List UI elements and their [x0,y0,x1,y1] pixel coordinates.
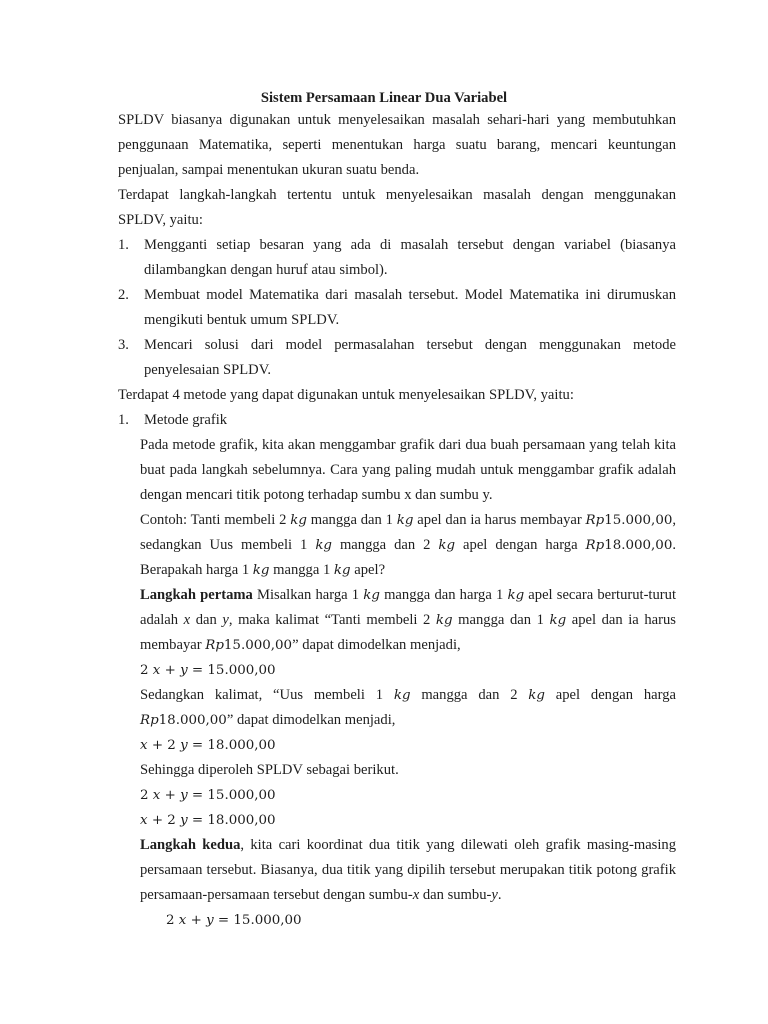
method-1-content [118,433,676,933]
equation-3: 2 x + y = 15.000,00 [166,913,302,928]
list-item-step-3: 3. Mencari solusi dari model permasalahan tersebut dengan menggunakan metode penyelesaian SPLDV. [118,337,676,378]
list-item-step-2: 2. Membuat model Matematika dari masalah tersebut. Model Matematika ini dirumuskan mengikuti bentuk umum SPLDV. [118,287,676,328]
system-equation-2: x + 2 y = 18.000,00 [140,813,276,828]
example-paragraph: Contoh: Tanti membeli 2 kg mangga dan 1 kg apel dan ia harus membayar Rp15.000,00, sedangkan Uus membeli 1 kg mangga dan 2 kg apel dengan harga Rp18.000,00. Berapakah harga 1 kg mangga 1 kg apel? [140,512,677,578]
document-title: Sistem Persamaan Linear Dua Variabel [260,90,508,106]
equation-1: 2 x + y = 15.000,00 [140,663,276,678]
methods-intro-paragraph: Terdapat 4 metode yang dapat digunakan untuk menyelesaikan SPLDV, yaitu: [118,387,574,403]
intro-paragraph: SPLDV biasanya digunakan untuk menyelesaikan masalah sehari-hari yang membutuhkan penggunaan Matematika, seperti menentukan harga suatu barang, mencari keuntungan penjualan, sampai menentukan ukuran suatu benda. [118,112,676,178]
steps-intro-paragraph: Terdapat langkah-langkah tertentu untuk menyelesaikan masalah dengan menggunakan SPLDV, yaitu: [118,187,676,228]
graph-method-paragraph: Pada metode grafik, kita akan menggambar grafik dari dua buah persamaan yang telah kita buat pada langkah sebelumnya. Cara yang paling mudah untuk menggambar grafik adalah dengan mencari titik potong terhadap sumbu x dan sumbu y. [140,437,676,503]
list-item-method-1: 1. Metode grafik [118,412,228,428]
system-intro-paragraph: Sehingga diperoleh SPLDV sebagai berikut. [140,762,399,778]
system-equation-1: 2 x + y = 15.000,00 [140,788,276,803]
step-1b-paragraph: Sedangkan kalimat, “Uus membeli 1 kg mangga dan 2 kg apel dengan harga Rp18.000,00” dapat dimodelkan menjadi, [140,687,676,728]
equation-2: x + 2 y = 18.000,00 [140,738,276,753]
list-item-step-1: 1. Mengganti setiap besaran yang ada di masalah tersebut dengan variabel (biasanya dilambangkan dengan huruf atau simbol). [118,237,676,278]
document-body [118,108,676,933]
step-2-paragraph: Langkah kedua, kita cari koordinat dua titik yang dilewati oleh grafik masing-masing persamaan tersebut. Biasanya, dua titik yang dipilih tersebut merupakan titik potong grafik persamaan-persamaan tersebut dengan sumbu-x dan sumbu-y. [140,837,676,903]
step-1-paragraph: Langkah pertama Misalkan harga 1 kg mangga dan harga 1 kg apel secara berturut-turut adalah x dan y, maka kalimat “Tanti membeli 2 kg mangga dan 1 kg apel dan ia harus membayar Rp15.000,00” dapat dimodelkan menjadi, [140,587,677,653]
